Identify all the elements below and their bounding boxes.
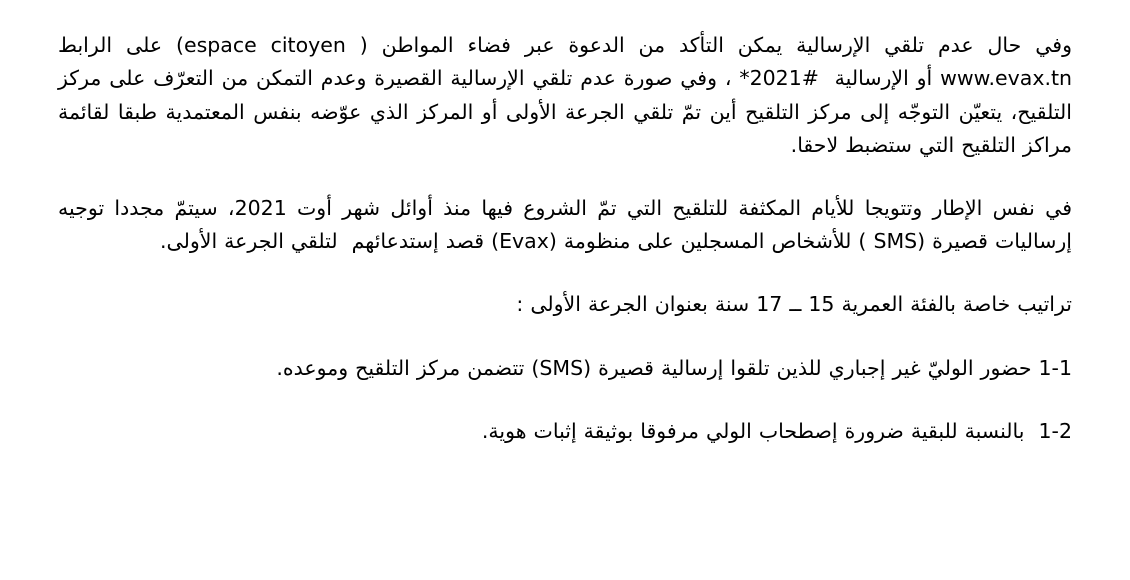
- document-body: [50, 0, 1073, 448]
- list-item-1-1: 1-1 حضور الوليّ غير إجباري للذين تلقوا إرسالية قصيرة (SMS) تتضمن مركز التلقيح وموعده.: [276, 355, 1072, 380]
- paragraph-spacer: [58, 3, 1072, 29]
- list-item-1-2: 1-2 بالنسبة للبقية ضرورة إصطحاب الولي مرفوقا بوثيقة إثبات هوية.: [481, 418, 1072, 443]
- paragraph-spacer: [58, 258, 1072, 288]
- heading-age-group-15-17: تراتيب خاصة بالفئة العمرية 15 ــ 17 سنة بعنوان الجرعة الأولى :: [516, 292, 1072, 317]
- paragraph-spacer: [58, 162, 1072, 192]
- paragraph-spacer: [58, 385, 1072, 415]
- paragraph-spacer: [58, 322, 1072, 352]
- paragraph-sms-confirmation: وفي حال عدم تلقي الإرسالية يمكن التأكد من الدعوة عبر فضاء المواطن ( espace citoyen) على الرابط www.evax.tn أو الإرسالية #2021* ، وفي صورة عدم تلقي الإرسالية القصيرة وعدم التمكن من التعرّف على مركز التلقيح، يتعيّن التوجّه إلى مركز التلقيح أين تمّ تلقي الجرعة الأولى أو المركز الذي عوّضه بنفس المعتمدية طبقا لقائمة مراكز التلقيح التي ستضبط لاحقا.: [50, 33, 1072, 157]
- paragraph-evax-august-campaign: في نفس الإطار وتتويجا للأيام المكثفة للتلقيح التي تمّ الشروع فيها منذ أوائل شهر أوت 2021، سيتمّ مجددا توجيه إرساليات قصيرة (SMS ) للأشخاص المسجلين على منظومة (Evax) قصد إستدعائهم لتلقي الجرعة الأولى.: [50, 196, 1073, 254]
